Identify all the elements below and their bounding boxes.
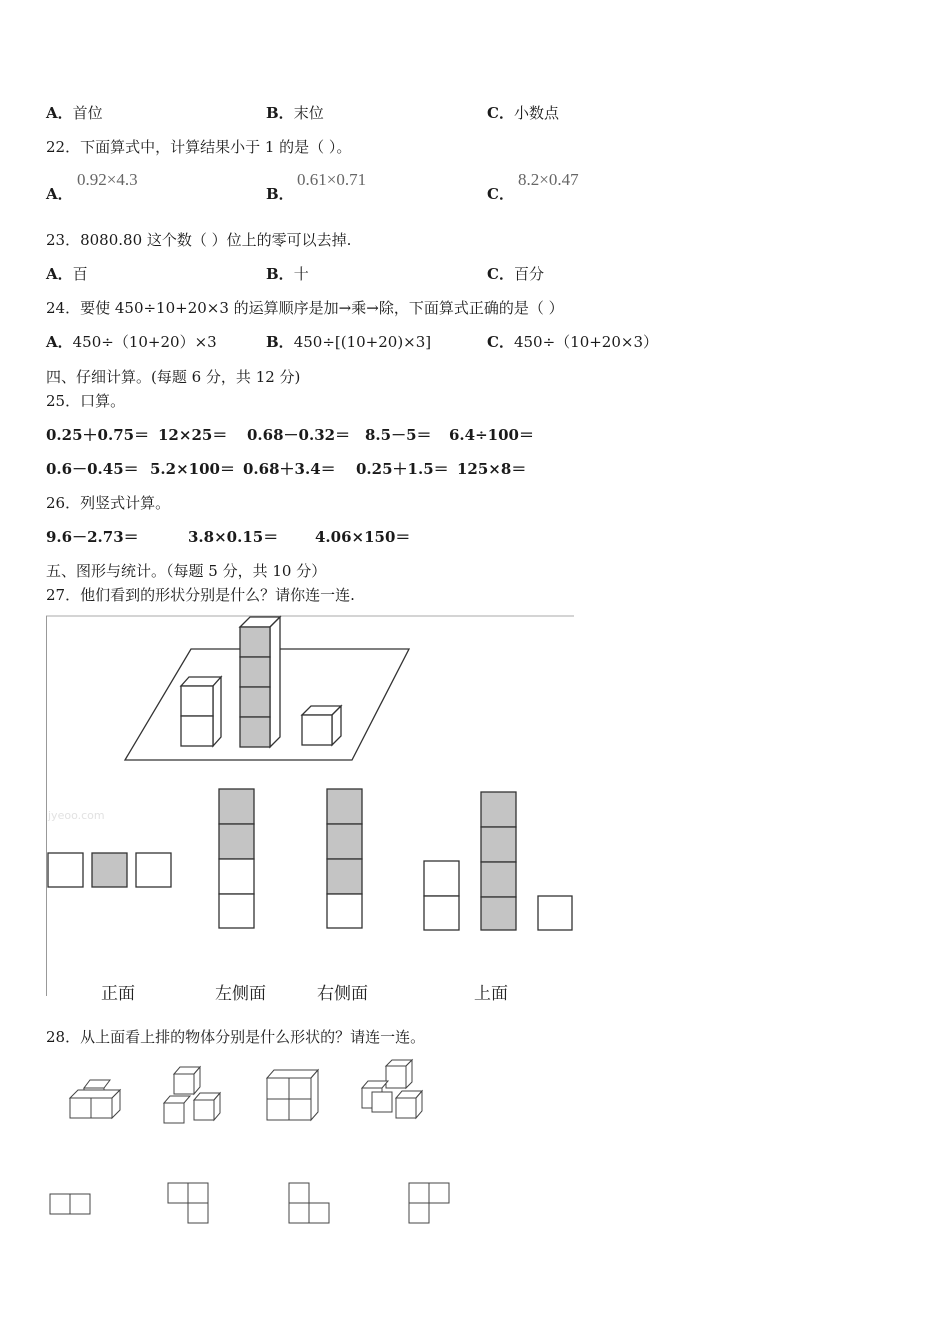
view-option-3	[327, 789, 362, 928]
q25-item: 8.5－5＝	[365, 426, 432, 444]
view-option-4	[424, 792, 572, 930]
q23-stem: 23．8080.80 这个数（ ）位上的零可以去掉.	[46, 231, 352, 249]
watermark: jyeoo.com	[48, 809, 105, 822]
view-option-1	[48, 853, 171, 887]
q26-item: 9.6－2.73＝	[46, 528, 139, 546]
q22-option-c-letter: C．	[487, 185, 514, 203]
q26-item: 4.06×150＝	[315, 528, 411, 546]
q22-option-a-expr: 0.92×4.3	[77, 170, 138, 189]
view-option-2	[219, 789, 254, 928]
q25-item: 0.25＋1.5＝	[356, 460, 449, 478]
q22-option-c-expr: 8.2×0.47	[518, 170, 579, 189]
q23-option-c: C．百分	[487, 265, 544, 283]
top-view-4	[409, 1183, 449, 1223]
q23-option-b: B．十	[266, 265, 309, 283]
q27-stem: 27．他们看到的形状分别是什么？请你连一连.	[46, 586, 355, 604]
q25-item: 6.4÷100＝	[449, 426, 534, 444]
stack-four-gray-cubes	[240, 617, 280, 747]
object-2	[164, 1067, 220, 1123]
q21-option-a: A．首位	[46, 104, 103, 122]
q25-item: 0.68＋3.4＝	[243, 460, 336, 478]
q25-item: 0.25＋0.75＝	[46, 426, 150, 444]
q25-item: 12×25＝	[158, 426, 228, 444]
object-1	[70, 1080, 120, 1118]
q25-item: 0.6－0.45＝	[46, 460, 139, 478]
q25-item: 0.68－0.32＝	[247, 426, 351, 444]
q28-objects	[60, 1058, 460, 1138]
q26-stem: 26．列竖式计算。	[46, 494, 171, 512]
q22-option-b-expr: 0.61×0.71	[297, 170, 367, 189]
section-5-heading: 五、图形与统计。（每题 5 分，共 10 分）	[46, 562, 327, 580]
q27-figure	[46, 616, 576, 998]
view-label-left: 左侧面	[215, 984, 266, 1004]
q24-option-b: B．450÷[(10+20)×3]	[266, 333, 432, 351]
q23-option-a: A．百	[46, 265, 88, 283]
q21-option-b: B．末位	[266, 104, 324, 122]
q28-top-views	[46, 1180, 466, 1230]
q22-option-b-letter: B．	[266, 185, 294, 203]
object-4	[362, 1060, 422, 1118]
top-view-2	[168, 1183, 208, 1223]
q26-item: 3.8×0.15＝	[188, 528, 279, 546]
top-view-3	[289, 1183, 329, 1223]
q25-item: 125×8＝	[457, 460, 527, 478]
q22-stem: 22．下面算式中，计算结果小于 1 的是（ ）。	[46, 138, 352, 156]
q28-stem: 28．从上面看上排的物体分别是什么形状的？请连一连。	[46, 1028, 426, 1046]
object-3	[267, 1070, 318, 1120]
q24-option-c: C．450÷（10+20×3）	[487, 333, 659, 351]
view-label-top: 上面	[474, 984, 508, 1004]
view-label-front: 正面	[101, 984, 135, 1004]
top-view-1	[50, 1194, 90, 1214]
q24-option-a: A．450÷（10+20）×3	[46, 333, 217, 351]
stack-two-cubes	[181, 677, 221, 746]
q25-item: 5.2×100＝	[150, 460, 235, 478]
view-label-right: 右侧面	[317, 984, 368, 1004]
q25-stem: 25．口算。	[46, 392, 126, 410]
q22-option-a-letter: A．	[46, 185, 73, 203]
q24-stem: 24．要使 450÷10+20×3 的运算顺序是加→乘→除，下面算式正确的是（ ）	[46, 299, 564, 317]
single-cube	[302, 706, 341, 745]
section-4-heading: 四、仔细计算。(每题 6 分，共 12 分)	[46, 368, 301, 386]
q21-option-c: C．小数点	[487, 104, 559, 122]
